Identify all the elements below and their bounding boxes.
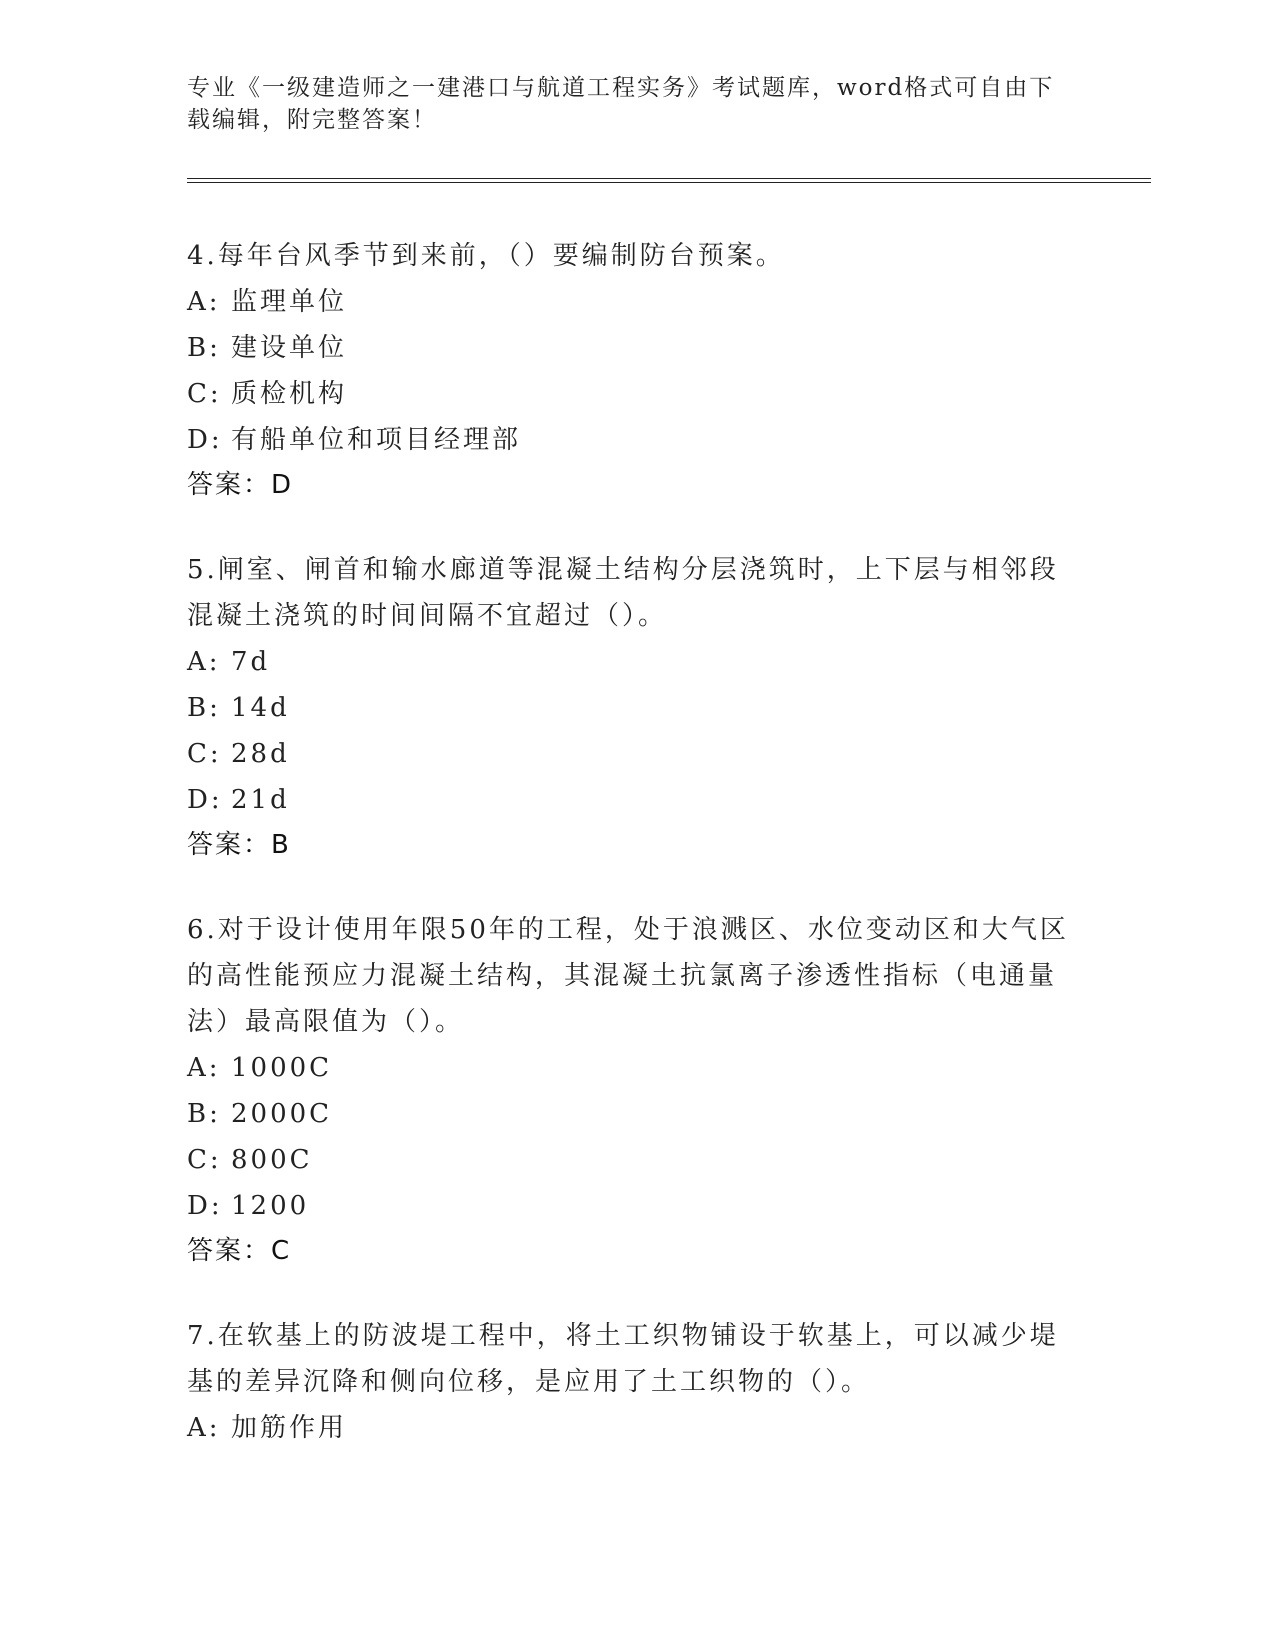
option-text: 7d [231, 647, 271, 677]
option-text: 28d [231, 739, 290, 769]
question-item [187, 1313, 1087, 1451]
option-a [187, 279, 1087, 325]
option-label: C: [187, 379, 222, 409]
question-list [187, 233, 1087, 1491]
option-label: B: [187, 333, 221, 363]
option-text: 1000C [231, 1053, 333, 1083]
option-text: 加筋作用 [231, 1413, 348, 1443]
option-c [187, 371, 1087, 417]
header-divider-line-secondary [187, 182, 1151, 183]
option-b [187, 325, 1087, 371]
option-c [187, 1137, 1087, 1183]
question-text: 6.对于设计使用年限50年的工程，处于浪溅区、水位变动区和大气区的高性能预应力混凝土结构，其混凝土抗氯离子渗透性指标（电通量法）最高限值为（）。 [187, 915, 1069, 1037]
option-c [187, 731, 1087, 777]
option-text: 800C [231, 1145, 313, 1175]
question-item [187, 907, 1087, 1273]
option-text: 21d [231, 785, 290, 815]
option-text: 监理单位 [231, 287, 348, 317]
option-label: D: [187, 1191, 223, 1221]
option-a [187, 639, 1087, 685]
option-d [187, 1183, 1087, 1229]
option-label: A: [187, 287, 221, 317]
option-a [187, 1405, 1087, 1451]
option-a [187, 1045, 1087, 1091]
option-b [187, 685, 1087, 731]
option-label: D: [187, 425, 223, 455]
option-text: 2000C [231, 1099, 333, 1129]
header-divider-line [187, 178, 1151, 179]
question-item [187, 547, 1087, 867]
option-label: B: [187, 693, 221, 723]
option-label: C: [187, 1145, 222, 1175]
option-d [187, 777, 1087, 823]
answer-text: 答案：C [187, 1236, 292, 1266]
question-item [187, 233, 1087, 507]
option-label: D: [187, 785, 223, 815]
question-text: 4.每年台风季节到来前，（）要编制防台预案。 [187, 241, 785, 271]
option-label: A: [187, 1053, 221, 1083]
option-label: C: [187, 739, 222, 769]
option-label: A: [187, 1413, 221, 1443]
option-text: 建设单位 [231, 333, 348, 363]
question-text: 5.闸室、闸首和输水廊道等混凝土结构分层浇筑时，上下层与相邻段混凝土浇筑的时间间隔不宜超过（）。 [187, 555, 1059, 631]
question-text: 7.在软基上的防波堤工程中，将土工织物铺设于软基上，可以减少堤基的差异沉降和侧向位移，是应用了土工织物的（）。 [187, 1321, 1059, 1397]
option-text: 1200 [231, 1191, 310, 1221]
option-text: 质检机构 [231, 379, 348, 409]
option-text: 14d [231, 693, 290, 723]
option-d [187, 417, 1087, 463]
option-label: B: [187, 1099, 221, 1129]
answer-text: 答案：B [187, 830, 291, 860]
option-label: A: [187, 647, 221, 677]
option-text: 有船单位和项目经理部 [231, 425, 522, 455]
option-b [187, 1091, 1087, 1137]
answer-text: 答案：D [187, 470, 294, 500]
header-description: 专业《一级建造师之一建港口与航道工程实务》考试题库，word格式可自由下载编辑，附完整答案！ [187, 75, 1055, 133]
